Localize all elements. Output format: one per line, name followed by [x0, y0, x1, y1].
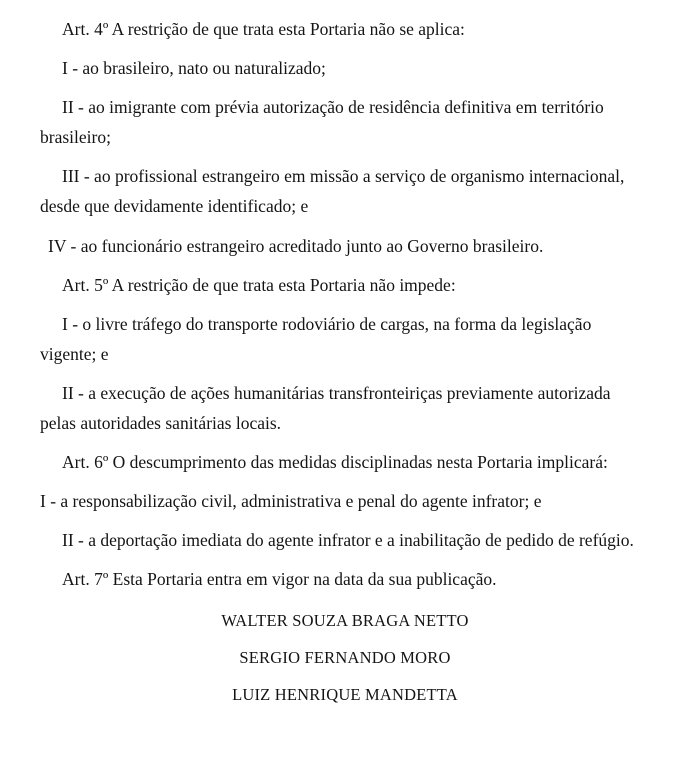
paragraph-art6-item-ii: II - a deportação imediata do agente infrator e a inabilitação de pedido de refúgio. [62, 530, 634, 551]
paragraph-art6-head: Art. 6º O descumprimento das medidas disciplinadas nesta Portaria implicará: [62, 452, 608, 473]
paragraph-art5-item-i: I - o livre tráfego do transporte rodoviário de cargas, na forma da legislação vigente; e [40, 313, 592, 364]
paragraph-art6-item-i: I - a responsabilização civil, administrativa e penal do agente infrator; e [40, 491, 542, 512]
paragraph-art4-item-i: I - ao brasileiro, nato ou naturalizado; [62, 58, 326, 79]
paragraph-art5-head: Art. 5º A restrição de que trata esta Portaria não impede: [62, 274, 456, 295]
paragraph-art5-item-ii: II - a execução de ações humanitárias transfronteiriças previamente autorizada pelas autoridades sanitárias locais. [40, 382, 611, 434]
paragraph-art4-item-iv: IV - ao funcionário estrangeiro acreditado junto ao Governo brasileiro. [48, 235, 544, 256]
signature-name-2: SERGIO FERNANDO MORO [239, 647, 451, 667]
signature-block [40, 611, 640, 705]
paragraph-art4-item-ii: II - ao imigrante com prévia autorização de residência definitiva em território brasileiro; [40, 97, 604, 148]
paragraph-art7: Art. 7º Esta Portaria entra em vigor na data da sua publicação. [62, 569, 497, 590]
paragraph-art4-item-iii: III - ao profissional estrangeiro em missão a serviço de organismo internacional, desde que devidamente identificado; e [40, 166, 625, 217]
signature-name-3: LUIZ HENRIQUE MANDETTA [232, 684, 458, 704]
paragraph-art4-head: Art. 4º A restrição de que trata esta Portaria não se aplica: [62, 19, 465, 39]
signature-name-1: WALTER SOUZA BRAGA NETTO [221, 610, 469, 630]
